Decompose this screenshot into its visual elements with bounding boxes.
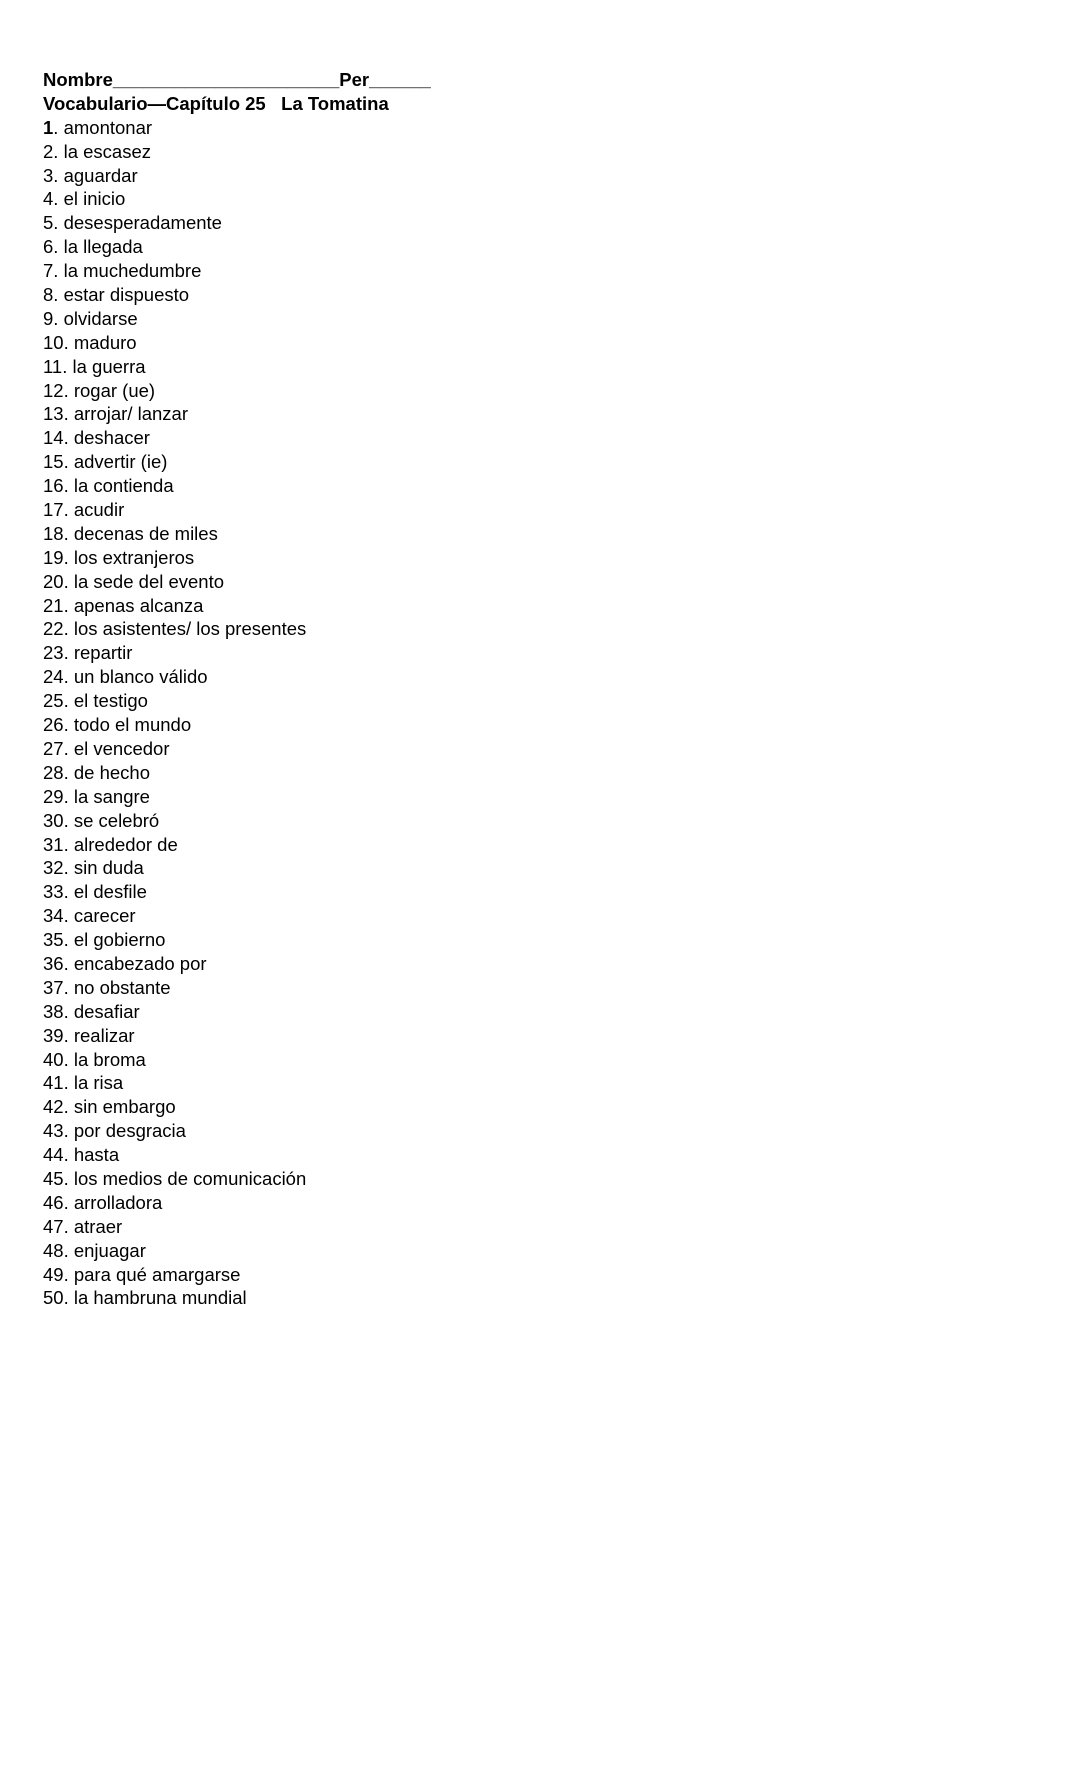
vocab-number: 44	[43, 1144, 64, 1166]
vocab-term: enjuagar	[73, 1239, 146, 1261]
vocab-number: 15	[43, 451, 64, 473]
vocabulary-sheet	[43, 68, 1043, 1310]
vocab-item	[43, 809, 1043, 833]
vocab-separator: .	[63, 1239, 74, 1261]
vocab-number: 14	[43, 427, 64, 449]
vocab-term: la llegada	[63, 236, 143, 258]
vocab-separator: .	[63, 929, 74, 951]
vocab-number: 32	[43, 857, 64, 879]
vocab-number: 29	[43, 785, 64, 807]
vocab-item	[43, 211, 1043, 235]
vocab-item	[43, 761, 1043, 785]
vocab-term: todo el mundo	[73, 714, 192, 736]
vocab-item	[43, 976, 1043, 1000]
vocab-number: 31	[43, 833, 64, 855]
vocab-term: se celebró	[73, 809, 160, 831]
vocab-term: deshacer	[73, 427, 150, 449]
vocab-item	[43, 1263, 1043, 1287]
vocab-item	[43, 1048, 1043, 1072]
vocab-number: 4	[43, 188, 54, 210]
vocab-item	[43, 833, 1043, 857]
vocab-number: 20	[43, 570, 64, 592]
vocab-term: maduro	[73, 331, 137, 353]
vocab-term: apenas alcanza	[73, 594, 204, 616]
vocab-item	[43, 952, 1043, 976]
vocab-item	[43, 594, 1043, 618]
vocab-item	[43, 187, 1043, 211]
vocab-separator: .	[63, 1167, 74, 1189]
vocab-number: 6	[43, 236, 54, 258]
vocab-separator: .	[63, 618, 74, 640]
vocab-separator: .	[63, 475, 74, 497]
vocab-term: de hecho	[73, 761, 150, 783]
vocab-term: el gobierno	[73, 929, 166, 951]
vocab-item	[43, 116, 1043, 140]
vocab-separator: .	[63, 952, 74, 974]
vocab-number: 28	[43, 761, 64, 783]
vocab-number: 49	[43, 1263, 64, 1285]
vocab-separator: .	[63, 761, 74, 783]
vocab-number: 19	[43, 546, 64, 568]
vocab-number: 3	[43, 164, 54, 186]
vocab-separator: .	[63, 1263, 74, 1285]
vocab-separator: .	[53, 116, 64, 138]
vocab-separator: .	[63, 403, 74, 425]
vocab-number: 10	[43, 331, 64, 353]
vocab-item	[43, 331, 1043, 355]
vocab-term: el testigo	[73, 690, 148, 712]
vocab-term: la risa	[73, 1072, 124, 1094]
vocab-item	[43, 928, 1043, 952]
vocab-separator: .	[53, 284, 64, 306]
vocab-number: 22	[43, 618, 64, 640]
vocab-number: 38	[43, 1000, 64, 1022]
vocab-item	[43, 665, 1043, 689]
vocab-number: 12	[43, 379, 64, 401]
vocab-number: 37	[43, 976, 64, 998]
vocab-term: repartir	[73, 642, 133, 664]
vocab-term: para qué amargarse	[73, 1263, 241, 1285]
vocab-separator: .	[63, 499, 74, 521]
vocab-separator: .	[53, 164, 64, 186]
vocab-number: 34	[43, 905, 64, 927]
vocab-term: los medios de comunicación	[73, 1167, 307, 1189]
vocab-separator: .	[63, 451, 74, 473]
vocab-number: 1	[43, 116, 54, 138]
vocab-term: arrojar/ lanzar	[73, 403, 188, 425]
vocab-term: aguardar	[63, 164, 138, 186]
vocab-separator: .	[63, 809, 74, 831]
vocab-term: el desfile	[73, 881, 147, 903]
vocab-term: arrolladora	[73, 1191, 163, 1213]
vocab-term: realizar	[73, 1024, 135, 1046]
vocab-item	[43, 904, 1043, 928]
vocab-term: olvidarse	[63, 307, 138, 329]
vocab-number: 48	[43, 1239, 64, 1261]
vocab-separator: .	[53, 260, 64, 282]
vocab-separator: .	[63, 833, 74, 855]
vocab-item	[43, 498, 1043, 522]
vocab-item	[43, 379, 1043, 403]
vocab-separator: .	[63, 666, 74, 688]
vocab-number: 9	[43, 307, 54, 329]
vocab-number: 7	[43, 260, 54, 282]
vocab-item	[43, 426, 1043, 450]
vocab-separator: .	[63, 1120, 74, 1142]
vocab-separator: .	[63, 594, 74, 616]
vocab-term: sin duda	[73, 857, 144, 879]
vocab-term: estar dispuesto	[63, 284, 190, 306]
vocab-separator: .	[63, 976, 74, 998]
vocab-number: 42	[43, 1096, 64, 1118]
vocab-number: 39	[43, 1024, 64, 1046]
vocab-item	[43, 785, 1043, 809]
vocab-separator: .	[63, 905, 74, 927]
vocab-term: alrededor de	[73, 833, 178, 855]
vocab-term: la guerra	[72, 355, 146, 377]
vocab-item	[43, 1119, 1043, 1143]
vocab-item	[43, 522, 1043, 546]
vocab-term: hasta	[73, 1144, 120, 1166]
vocab-item	[43, 880, 1043, 904]
vocab-item	[43, 713, 1043, 737]
vocab-list	[43, 116, 1043, 1311]
worksheet-title: Vocabulario—Capítulo 25 La Tomatina	[43, 92, 389, 114]
vocab-item	[43, 856, 1043, 880]
vocab-separator: .	[63, 714, 74, 736]
vocab-separator: .	[63, 785, 74, 807]
vocab-separator: .	[63, 1024, 74, 1046]
vocab-separator: .	[63, 379, 74, 401]
vocab-term: sin embargo	[73, 1096, 176, 1118]
vocab-item	[43, 140, 1043, 164]
vocab-term: carecer	[73, 905, 136, 927]
vocab-term: la hambruna mundial	[73, 1287, 247, 1309]
vocab-separator: .	[53, 212, 64, 234]
vocab-separator: .	[63, 642, 74, 664]
vocab-term: atraer	[73, 1215, 123, 1237]
vocab-number: 45	[43, 1167, 64, 1189]
vocab-separator: .	[63, 881, 74, 903]
vocab-item	[43, 259, 1043, 283]
vocab-item	[43, 1071, 1043, 1095]
name-period-line: Nombre______________________Per______	[43, 69, 431, 90]
vocab-item	[43, 570, 1043, 594]
vocab-term: los extranjeros	[73, 546, 195, 568]
vocab-separator: .	[63, 1096, 74, 1118]
vocab-number: 24	[43, 666, 64, 688]
vocab-item	[43, 641, 1043, 665]
vocab-number: 33	[43, 881, 64, 903]
vocab-number: 18	[43, 522, 64, 544]
vocab-number: 41	[43, 1072, 64, 1094]
vocab-term: la sede del evento	[73, 570, 225, 592]
vocab-item	[43, 1095, 1043, 1119]
vocab-item	[43, 617, 1043, 641]
vocab-separator: .	[63, 546, 74, 568]
vocab-separator: .	[62, 355, 73, 377]
vocab-item	[43, 1239, 1043, 1263]
vocab-term: desesperadamente	[63, 212, 222, 234]
vocab-separator: .	[53, 188, 64, 210]
vocab-item	[43, 1167, 1043, 1191]
vocab-separator: .	[63, 331, 74, 353]
vocab-item	[43, 1000, 1043, 1024]
vocab-term: acudir	[73, 499, 125, 521]
vocab-number: 27	[43, 737, 64, 759]
vocab-separator: .	[63, 1215, 74, 1237]
vocab-number: 2	[43, 140, 54, 162]
vocab-term: la sangre	[73, 785, 150, 807]
vocab-separator: .	[63, 1000, 74, 1022]
vocab-number: 30	[43, 809, 64, 831]
vocab-separator: .	[53, 140, 64, 162]
vocab-number: 13	[43, 403, 64, 425]
vocab-item	[43, 1143, 1043, 1167]
vocab-item	[43, 235, 1043, 259]
vocab-number: 26	[43, 714, 64, 736]
vocab-item	[43, 307, 1043, 331]
vocab-item	[43, 737, 1043, 761]
vocab-number: 5	[43, 212, 54, 234]
vocab-separator: .	[63, 857, 74, 879]
vocab-separator: .	[53, 307, 64, 329]
vocab-term: el inicio	[63, 188, 126, 210]
vocab-item	[43, 355, 1043, 379]
vocab-number: 46	[43, 1191, 64, 1213]
vocab-separator: .	[63, 522, 74, 544]
vocab-item	[43, 546, 1043, 570]
vocab-item	[43, 450, 1043, 474]
vocab-item	[43, 1191, 1043, 1215]
vocab-term: decenas de miles	[73, 522, 218, 544]
vocab-separator: .	[63, 1072, 74, 1094]
vocab-number: 23	[43, 642, 64, 664]
vocab-term: el vencedor	[73, 737, 170, 759]
vocab-separator: .	[63, 1144, 74, 1166]
vocab-separator: .	[63, 570, 74, 592]
vocab-number: 16	[43, 475, 64, 497]
vocab-number: 43	[43, 1120, 64, 1142]
vocab-number: 35	[43, 929, 64, 951]
vocab-number: 40	[43, 1048, 64, 1070]
vocab-term: la broma	[73, 1048, 146, 1070]
vocab-separator: .	[63, 1048, 74, 1070]
vocab-item	[43, 402, 1043, 426]
vocab-number: 47	[43, 1215, 64, 1237]
vocab-term: rogar (ue)	[73, 379, 156, 401]
vocab-number: 25	[43, 690, 64, 712]
vocab-item	[43, 1215, 1043, 1239]
vocab-separator: .	[53, 236, 64, 258]
vocab-term: no obstante	[73, 976, 171, 998]
vocab-separator: .	[63, 1191, 74, 1213]
vocab-separator: .	[63, 690, 74, 712]
vocab-item	[43, 1024, 1043, 1048]
vocab-number: 21	[43, 594, 64, 616]
vocab-term: encabezado por	[73, 952, 207, 974]
vocab-term: la escasez	[63, 140, 151, 162]
vocab-number: 50	[43, 1287, 64, 1309]
vocab-term: por desgracia	[73, 1120, 186, 1142]
vocab-term: amontonar	[63, 116, 153, 138]
vocab-separator: .	[63, 737, 74, 759]
vocab-item	[43, 1286, 1043, 1310]
vocab-number: 8	[43, 284, 54, 306]
vocab-separator: .	[63, 1287, 74, 1309]
vocab-item	[43, 689, 1043, 713]
vocab-term: advertir (ie)	[73, 451, 168, 473]
vocab-term: la contienda	[73, 475, 174, 497]
vocab-term: los asistentes/ los presentes	[73, 618, 307, 640]
vocab-term: desafiar	[73, 1000, 140, 1022]
vocab-term: un blanco válido	[73, 666, 208, 688]
vocab-number: 11	[43, 355, 63, 377]
vocab-item	[43, 283, 1043, 307]
vocab-term: la muchedumbre	[63, 260, 202, 282]
vocab-item	[43, 474, 1043, 498]
vocab-separator: .	[63, 427, 74, 449]
vocab-number: 17	[43, 499, 64, 521]
vocab-number: 36	[43, 952, 64, 974]
vocab-item	[43, 164, 1043, 188]
